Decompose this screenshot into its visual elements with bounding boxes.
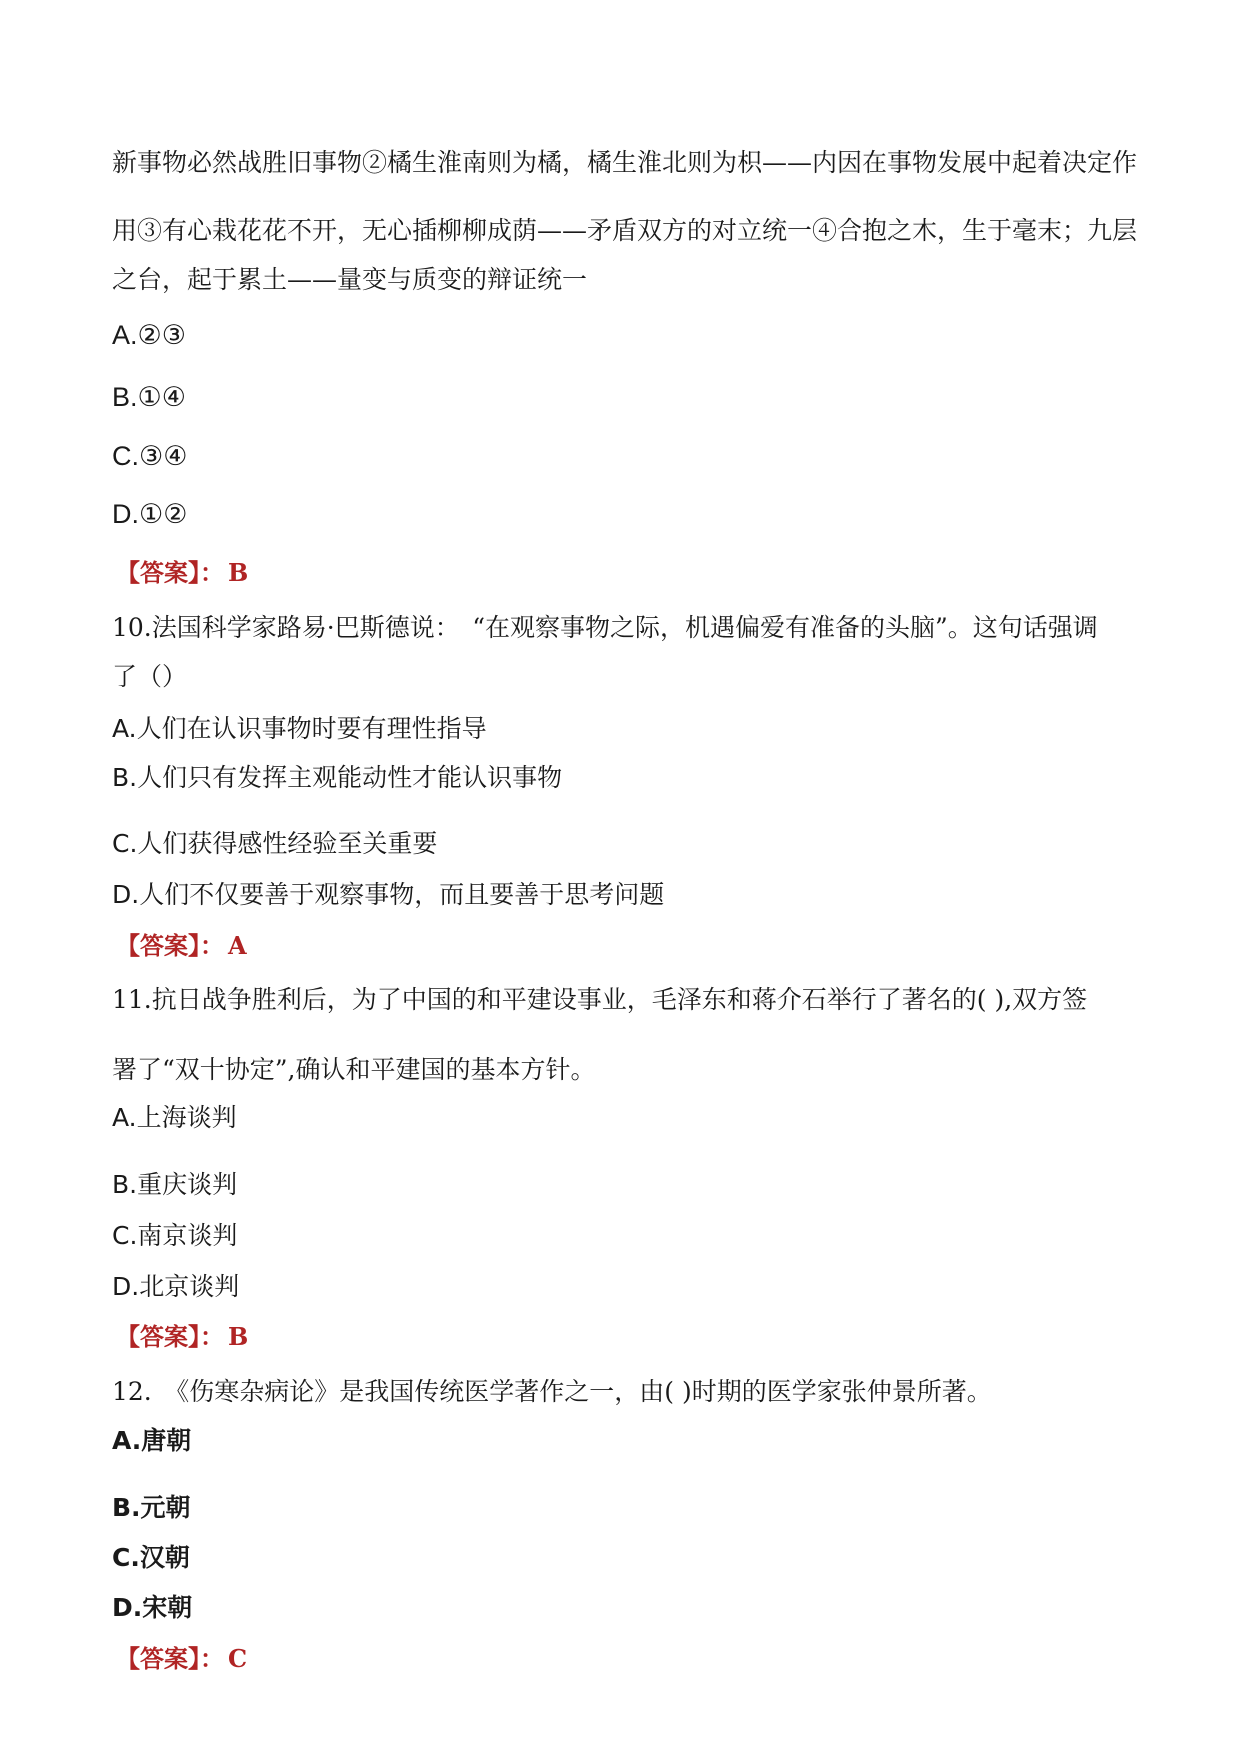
q12-option-b: B.元朝 xyxy=(112,1493,191,1522)
q9-option-d: D.①② xyxy=(112,499,188,529)
q12-option-c: C.汉朝 xyxy=(112,1543,190,1572)
q9-stem-line-2: 用③有心栽花花不开，无心插柳柳成荫——矛盾双方的对立统一④合抱之木，生于毫末；九层 xyxy=(112,216,1138,245)
q11-stem-line-1: 11.抗日战争胜利后，为了中国的和平建设事业，毛泽东和蒋介石举行了著名的( ),双方签 xyxy=(112,985,1088,1014)
answer-colon: ： xyxy=(200,932,224,960)
q11-option-a: A.上海谈判 xyxy=(112,1103,237,1132)
answer-value: A xyxy=(228,931,247,960)
q10-option-b: B.人们只有发挥主观能动性才能认识事物 xyxy=(112,763,563,792)
answer-label: 【答案】 xyxy=(116,559,200,587)
q12-answer xyxy=(116,1642,247,1676)
q10-stem-line-1: 10.法国科学家路易·巴斯德说： “在观察事物之际，机遇偏爱有准备的头脑”。这句话强调 xyxy=(112,613,1098,642)
q11-option-c: C.南京谈判 xyxy=(112,1221,238,1250)
answer-colon: ： xyxy=(200,1323,224,1351)
q9-option-b: B.①④ xyxy=(112,382,186,412)
answer-label: 【答案】 xyxy=(116,932,200,960)
q12-option-d: D.宋朝 xyxy=(112,1593,193,1622)
answer-label: 【答案】 xyxy=(116,1323,200,1351)
q9-answer xyxy=(116,556,248,590)
answer-value: C xyxy=(228,1644,248,1673)
q11-stem-line-2: 署了“双十协定”,确认和平建国的基本方针。 xyxy=(112,1055,596,1084)
q11-option-b: B.重庆谈判 xyxy=(112,1170,238,1199)
answer-colon: ： xyxy=(200,559,224,587)
q10-option-c: C.人们获得感性经验至关重要 xyxy=(112,829,438,858)
answer-colon: ： xyxy=(200,1645,224,1673)
answer-value: B xyxy=(228,558,249,587)
q9-stem-line-3: 之台，起于累土——量变与质变的辩证统一 xyxy=(112,265,588,294)
q9-stem-line-1: 新事物必然战胜旧事物②橘生淮南则为橘，橘生淮北则为枳——内因在事物发展中起着决定作 xyxy=(112,148,1138,177)
q10-option-d: D.人们不仅要善于观察事物，而且要善于思考问题 xyxy=(112,880,665,909)
q10-answer xyxy=(116,929,247,963)
q9-option-c: C.③④ xyxy=(112,441,188,471)
q12-option-a: A.唐朝 xyxy=(112,1426,192,1455)
q10-option-a: A.人们在认识事物时要有理性指导 xyxy=(112,714,487,743)
q9-option-a: A.②③ xyxy=(112,320,186,350)
q11-option-d: D.北京谈判 xyxy=(112,1272,240,1301)
answer-value: B xyxy=(228,1322,249,1351)
q10-stem-line-2: 了（） xyxy=(112,662,188,691)
answer-label: 【答案】 xyxy=(116,1645,200,1673)
q11-answer xyxy=(116,1320,248,1354)
q12-stem-line-1: 12. 《伤寒杂病论》是我国传统医学著作之一，由( )时期的医学家张仲景所著。 xyxy=(112,1377,992,1406)
